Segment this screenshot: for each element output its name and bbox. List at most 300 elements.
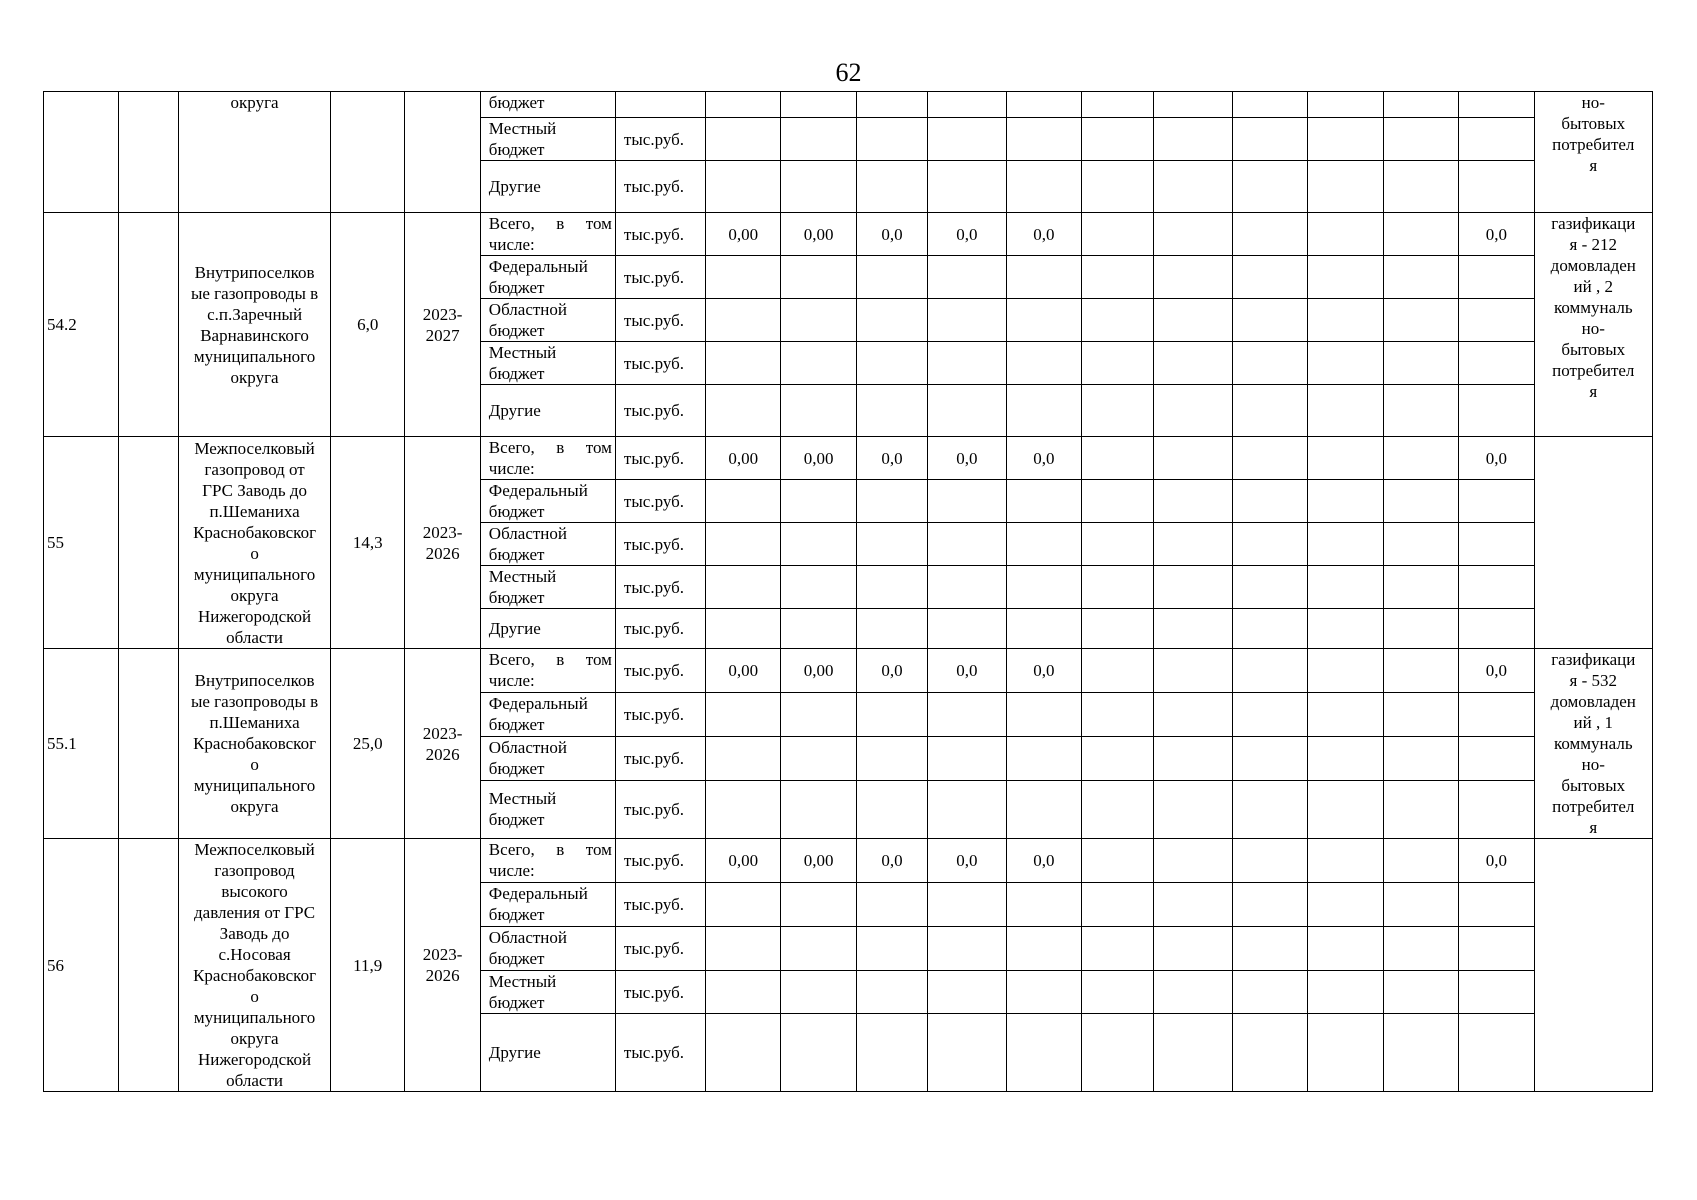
empty-cell xyxy=(706,480,781,523)
empty-cell xyxy=(1308,299,1383,342)
empty-cell xyxy=(1006,882,1081,926)
note-cell: газификаци я - 532 домовладен ий , 1 коммуналь но- бытовых потребител я xyxy=(1534,649,1652,839)
empty-cell xyxy=(1232,692,1307,736)
value-cell: 0,0 xyxy=(928,213,1007,256)
empty-cell xyxy=(928,92,1007,118)
empty-cell xyxy=(781,523,856,566)
empty-cell xyxy=(1459,566,1534,609)
empty-cell xyxy=(1154,609,1233,649)
empty-cell xyxy=(1459,780,1534,838)
empty-cell xyxy=(1154,523,1233,566)
source-cell: Местный бюджет xyxy=(480,970,615,1014)
empty-cell xyxy=(1154,566,1233,609)
num-cell: 55 xyxy=(44,437,119,649)
empty-cell xyxy=(1082,92,1154,118)
empty-cell xyxy=(1082,480,1154,523)
empty-cell xyxy=(1232,342,1307,385)
empty-cell xyxy=(1006,385,1081,437)
empty-cell xyxy=(1154,1014,1233,1092)
empty-cell xyxy=(1154,256,1233,299)
empty-cell xyxy=(781,256,856,299)
table-row xyxy=(44,839,1653,883)
empty-cell xyxy=(1232,780,1307,838)
source-cell: Всего, в том числе: xyxy=(480,437,615,480)
value-cell: 0,0 xyxy=(1006,649,1081,693)
value-cell: 0,00 xyxy=(706,213,781,256)
empty-cell xyxy=(706,256,781,299)
empty-cell xyxy=(706,1014,781,1092)
empty-cell xyxy=(1154,92,1233,118)
empty-cell xyxy=(1082,437,1154,480)
note-cell: но- бытовых потребител я xyxy=(1534,92,1652,213)
empty-cell xyxy=(856,609,927,649)
unit-cell: тыс.руб. xyxy=(615,882,705,926)
empty-cell xyxy=(928,1014,1007,1092)
empty-cell xyxy=(928,523,1007,566)
empty-cell xyxy=(1383,437,1458,480)
empty-cell xyxy=(119,437,179,649)
years-cell: 2023- 2026 xyxy=(405,437,480,649)
empty-cell xyxy=(1308,970,1383,1014)
empty-cell xyxy=(1383,1014,1458,1092)
empty-cell xyxy=(1459,342,1534,385)
table-row xyxy=(44,649,1653,693)
source-cell: Федеральный бюджет xyxy=(480,480,615,523)
unit-cell: тыс.руб. xyxy=(615,1014,705,1092)
empty-cell xyxy=(1154,342,1233,385)
empty-cell xyxy=(856,256,927,299)
empty-cell xyxy=(856,780,927,838)
empty-cell xyxy=(1006,780,1081,838)
empty-cell xyxy=(928,882,1007,926)
empty-cell xyxy=(706,342,781,385)
empty-cell xyxy=(1232,523,1307,566)
empty-cell xyxy=(1232,92,1307,118)
unit-cell: тыс.руб. xyxy=(615,780,705,838)
empty-cell xyxy=(1383,926,1458,970)
empty-cell xyxy=(1006,1014,1081,1092)
empty-cell xyxy=(706,970,781,1014)
source-cell: Всего, в том числе: xyxy=(480,213,615,256)
empty-cell xyxy=(1383,780,1458,838)
source-cell: Другие xyxy=(480,1014,615,1092)
empty-cell xyxy=(1459,882,1534,926)
empty-cell xyxy=(1459,118,1534,161)
empty-cell xyxy=(1308,566,1383,609)
empty-cell xyxy=(781,780,856,838)
empty-cell xyxy=(1006,161,1081,213)
empty-cell xyxy=(1383,736,1458,780)
empty-cell xyxy=(1459,1014,1534,1092)
note-cell xyxy=(1534,839,1652,1092)
unit-cell: тыс.руб. xyxy=(615,256,705,299)
empty-cell xyxy=(706,692,781,736)
empty-cell xyxy=(1383,882,1458,926)
source-cell: Местный бюджет xyxy=(480,342,615,385)
years-cell: 2023- 2026 xyxy=(405,839,480,1092)
value-cell: 0,0 xyxy=(1006,437,1081,480)
source-cell: бюджет xyxy=(480,92,615,118)
empty-cell xyxy=(1383,118,1458,161)
empty-cell xyxy=(928,480,1007,523)
unit-cell: тыс.руб. xyxy=(615,161,705,213)
empty-cell xyxy=(928,609,1007,649)
empty-cell xyxy=(856,385,927,437)
value-cell: 0,00 xyxy=(706,649,781,693)
unit-cell: тыс.руб. xyxy=(615,480,705,523)
value-cell: 0,00 xyxy=(706,839,781,883)
empty-cell xyxy=(1383,256,1458,299)
source-cell: Всего, в том числе: xyxy=(480,839,615,883)
empty-cell xyxy=(706,385,781,437)
empty-cell xyxy=(781,480,856,523)
years-cell: 2023- 2027 xyxy=(405,213,480,437)
empty-cell xyxy=(1383,299,1458,342)
source-cell: Областной бюджет xyxy=(480,926,615,970)
table-row xyxy=(44,92,1653,118)
object-name-cell: округа xyxy=(179,92,331,213)
empty-cell xyxy=(1232,161,1307,213)
length-cell xyxy=(331,92,405,213)
empty-cell xyxy=(119,213,179,437)
empty-cell xyxy=(781,736,856,780)
empty-cell xyxy=(1082,882,1154,926)
empty-cell xyxy=(781,566,856,609)
empty-cell xyxy=(928,385,1007,437)
empty-cell xyxy=(928,342,1007,385)
source-cell: Областной бюджет xyxy=(480,523,615,566)
empty-cell xyxy=(1459,92,1534,118)
source-cell: Всего, в том числе: xyxy=(480,649,615,693)
empty-cell xyxy=(1082,299,1154,342)
empty-cell xyxy=(928,970,1007,1014)
empty-cell xyxy=(1006,523,1081,566)
empty-cell xyxy=(1459,926,1534,970)
empty-cell xyxy=(781,342,856,385)
empty-cell xyxy=(1232,385,1307,437)
empty-cell xyxy=(1082,780,1154,838)
source-cell: Местный бюджет xyxy=(480,780,615,838)
empty-cell xyxy=(1459,161,1534,213)
unit-cell xyxy=(615,92,705,118)
page-number: 62 xyxy=(835,58,862,87)
value-cell: 0,0 xyxy=(1459,437,1534,480)
empty-cell xyxy=(1232,736,1307,780)
empty-cell xyxy=(1232,839,1307,883)
empty-cell xyxy=(1308,161,1383,213)
empty-cell xyxy=(1082,649,1154,693)
empty-cell xyxy=(1308,118,1383,161)
empty-cell xyxy=(1154,437,1233,480)
empty-cell xyxy=(1308,213,1383,256)
empty-cell xyxy=(1082,161,1154,213)
empty-cell xyxy=(928,299,1007,342)
empty-cell xyxy=(856,161,927,213)
empty-cell xyxy=(781,692,856,736)
empty-cell xyxy=(1383,342,1458,385)
empty-cell xyxy=(1232,437,1307,480)
empty-cell xyxy=(1308,437,1383,480)
empty-cell xyxy=(781,1014,856,1092)
empty-cell xyxy=(1383,480,1458,523)
empty-cell xyxy=(1082,609,1154,649)
value-cell: 0,0 xyxy=(856,839,927,883)
empty-cell xyxy=(1383,649,1458,693)
empty-cell xyxy=(1006,566,1081,609)
empty-cell xyxy=(1082,566,1154,609)
object-name-cell: Межпоселковый газопровод от ГРС Заводь до п.Шеманиха Краснобаковског о муниципального округа Нижегородской области xyxy=(179,437,331,649)
empty-cell xyxy=(781,926,856,970)
empty-cell xyxy=(1308,926,1383,970)
empty-cell xyxy=(856,566,927,609)
empty-cell xyxy=(1232,566,1307,609)
empty-cell xyxy=(1082,385,1154,437)
empty-cell xyxy=(1383,839,1458,883)
value-cell: 0,0 xyxy=(1459,839,1534,883)
empty-cell xyxy=(1082,970,1154,1014)
empty-cell xyxy=(1006,736,1081,780)
num-cell: 55.1 xyxy=(44,649,119,839)
empty-cell xyxy=(706,299,781,342)
source-cell: Другие xyxy=(480,609,615,649)
object-name-cell: Межпоселковый газопровод высокого давления от ГРС Заводь до с.Носовая Краснобаковског о муниципального округа Нижегородской области xyxy=(179,839,331,1092)
value-cell: 0,0 xyxy=(856,649,927,693)
empty-cell xyxy=(928,161,1007,213)
empty-cell xyxy=(706,780,781,838)
empty-cell xyxy=(1154,839,1233,883)
value-cell: 0,0 xyxy=(928,649,1007,693)
empty-cell xyxy=(1154,970,1233,1014)
empty-cell xyxy=(1232,609,1307,649)
empty-cell xyxy=(1383,92,1458,118)
years-cell: 2023- 2026 xyxy=(405,649,480,839)
source-cell: Федеральный бюджет xyxy=(480,882,615,926)
empty-cell xyxy=(1082,118,1154,161)
value-cell: 0,0 xyxy=(856,437,927,480)
empty-cell xyxy=(856,523,927,566)
unit-cell: тыс.руб. xyxy=(615,213,705,256)
empty-cell xyxy=(1308,1014,1383,1092)
value-cell: 0,0 xyxy=(928,437,1007,480)
empty-cell xyxy=(1459,970,1534,1014)
empty-cell xyxy=(1308,342,1383,385)
empty-cell xyxy=(1308,609,1383,649)
note-cell xyxy=(1534,437,1652,649)
empty-cell xyxy=(1383,970,1458,1014)
empty-cell xyxy=(1459,256,1534,299)
empty-cell xyxy=(706,523,781,566)
empty-cell xyxy=(1232,256,1307,299)
empty-cell xyxy=(781,299,856,342)
empty-cell xyxy=(1154,882,1233,926)
empty-cell xyxy=(928,118,1007,161)
empty-cell xyxy=(1383,161,1458,213)
empty-cell xyxy=(781,118,856,161)
empty-cell xyxy=(1006,692,1081,736)
unit-cell: тыс.руб. xyxy=(615,299,705,342)
unit-cell: тыс.руб. xyxy=(615,692,705,736)
empty-cell xyxy=(1383,692,1458,736)
object-name-cell: Внутрипоселков ые газопроводы в п.Шеманиха Краснобаковског о муниципального округа xyxy=(179,649,331,839)
empty-cell xyxy=(1308,385,1383,437)
years-cell xyxy=(405,92,480,213)
empty-cell xyxy=(1232,882,1307,926)
unit-cell: тыс.руб. xyxy=(615,970,705,1014)
empty-cell xyxy=(1308,780,1383,838)
empty-cell xyxy=(1459,385,1534,437)
empty-cell xyxy=(856,692,927,736)
empty-cell xyxy=(781,970,856,1014)
empty-cell xyxy=(1154,480,1233,523)
empty-cell xyxy=(928,566,1007,609)
value-cell: 0,00 xyxy=(781,839,856,883)
empty-cell xyxy=(1308,692,1383,736)
value-cell: 0,0 xyxy=(928,839,1007,883)
empty-cell xyxy=(856,736,927,780)
empty-cell xyxy=(706,609,781,649)
value-cell: 0,00 xyxy=(781,213,856,256)
empty-cell xyxy=(781,161,856,213)
num-cell: 54.2 xyxy=(44,213,119,437)
empty-cell xyxy=(1082,736,1154,780)
value-cell: 0,0 xyxy=(856,213,927,256)
empty-cell xyxy=(856,480,927,523)
unit-cell: тыс.руб. xyxy=(615,649,705,693)
empty-cell xyxy=(1308,839,1383,883)
empty-cell xyxy=(856,970,927,1014)
empty-cell xyxy=(1308,523,1383,566)
table-row xyxy=(44,213,1653,256)
empty-cell xyxy=(706,566,781,609)
empty-cell xyxy=(119,92,179,213)
empty-cell xyxy=(1308,649,1383,693)
source-cell: Местный бюджет xyxy=(480,566,615,609)
empty-cell xyxy=(928,736,1007,780)
empty-cell xyxy=(1232,299,1307,342)
empty-cell xyxy=(706,118,781,161)
empty-cell xyxy=(1082,1014,1154,1092)
empty-cell xyxy=(1383,385,1458,437)
empty-cell xyxy=(1082,523,1154,566)
empty-cell xyxy=(928,780,1007,838)
empty-cell xyxy=(1082,342,1154,385)
empty-cell xyxy=(1006,299,1081,342)
empty-cell xyxy=(119,649,179,839)
empty-cell xyxy=(1308,882,1383,926)
empty-cell xyxy=(1154,649,1233,693)
empty-cell xyxy=(856,118,927,161)
empty-cell xyxy=(781,385,856,437)
empty-cell xyxy=(1383,213,1458,256)
unit-cell: тыс.руб. xyxy=(615,523,705,566)
table-row xyxy=(44,437,1653,480)
num-cell xyxy=(44,92,119,213)
object-name-cell: Внутрипоселков ые газопроводы в с.п.Заречный Варнавинского муниципального округа xyxy=(179,213,331,437)
empty-cell xyxy=(1082,692,1154,736)
empty-cell xyxy=(1082,213,1154,256)
empty-cell xyxy=(781,92,856,118)
empty-cell xyxy=(706,926,781,970)
empty-cell xyxy=(781,609,856,649)
empty-cell xyxy=(1383,566,1458,609)
value-cell: 0,0 xyxy=(1459,213,1534,256)
empty-cell xyxy=(1006,609,1081,649)
empty-cell xyxy=(1459,736,1534,780)
empty-cell xyxy=(856,1014,927,1092)
empty-cell xyxy=(1383,609,1458,649)
unit-cell: тыс.руб. xyxy=(615,839,705,883)
empty-cell xyxy=(1154,692,1233,736)
empty-cell xyxy=(119,839,179,1092)
empty-cell xyxy=(856,926,927,970)
empty-cell xyxy=(1006,480,1081,523)
empty-cell xyxy=(928,692,1007,736)
source-cell: Федеральный бюджет xyxy=(480,692,615,736)
empty-cell xyxy=(1154,736,1233,780)
empty-cell xyxy=(1082,256,1154,299)
empty-cell xyxy=(706,882,781,926)
empty-cell xyxy=(706,92,781,118)
empty-cell xyxy=(1154,385,1233,437)
empty-cell xyxy=(1006,92,1081,118)
empty-cell xyxy=(1308,480,1383,523)
empty-cell xyxy=(706,736,781,780)
note-cell: газификаци я - 212 домовладен ий , 2 коммуналь но- бытовых потребител я xyxy=(1534,213,1652,437)
empty-cell xyxy=(1383,523,1458,566)
empty-cell xyxy=(1006,256,1081,299)
empty-cell xyxy=(1232,213,1307,256)
source-cell: Федеральный бюджет xyxy=(480,256,615,299)
unit-cell: тыс.руб. xyxy=(615,609,705,649)
length-cell: 6,0 xyxy=(331,213,405,437)
unit-cell: тыс.руб. xyxy=(615,926,705,970)
empty-cell xyxy=(1459,480,1534,523)
value-cell: 0,0 xyxy=(1459,649,1534,693)
empty-cell xyxy=(1308,256,1383,299)
value-cell: 0,00 xyxy=(781,649,856,693)
source-cell: Другие xyxy=(480,385,615,437)
empty-cell xyxy=(1154,213,1233,256)
empty-cell xyxy=(1006,118,1081,161)
empty-cell xyxy=(1459,523,1534,566)
num-cell: 56 xyxy=(44,839,119,1092)
empty-cell xyxy=(1082,839,1154,883)
empty-cell xyxy=(1006,342,1081,385)
value-cell: 0,00 xyxy=(781,437,856,480)
empty-cell xyxy=(1232,480,1307,523)
unit-cell: тыс.руб. xyxy=(615,342,705,385)
budget-table xyxy=(43,91,1653,1092)
source-cell: Местный бюджет xyxy=(480,118,615,161)
empty-cell xyxy=(781,882,856,926)
source-cell: Областной бюджет xyxy=(480,736,615,780)
empty-cell xyxy=(1082,926,1154,970)
unit-cell: тыс.руб. xyxy=(615,385,705,437)
empty-cell xyxy=(928,256,1007,299)
empty-cell xyxy=(1154,161,1233,213)
empty-cell xyxy=(1006,926,1081,970)
empty-cell xyxy=(1459,692,1534,736)
length-cell: 11,9 xyxy=(331,839,405,1092)
empty-cell xyxy=(1232,649,1307,693)
empty-cell xyxy=(1232,970,1307,1014)
unit-cell: тыс.руб. xyxy=(615,118,705,161)
empty-cell xyxy=(1459,609,1534,649)
unit-cell: тыс.руб. xyxy=(615,566,705,609)
empty-cell xyxy=(1006,970,1081,1014)
length-cell: 25,0 xyxy=(331,649,405,839)
length-cell: 14,3 xyxy=(331,437,405,649)
